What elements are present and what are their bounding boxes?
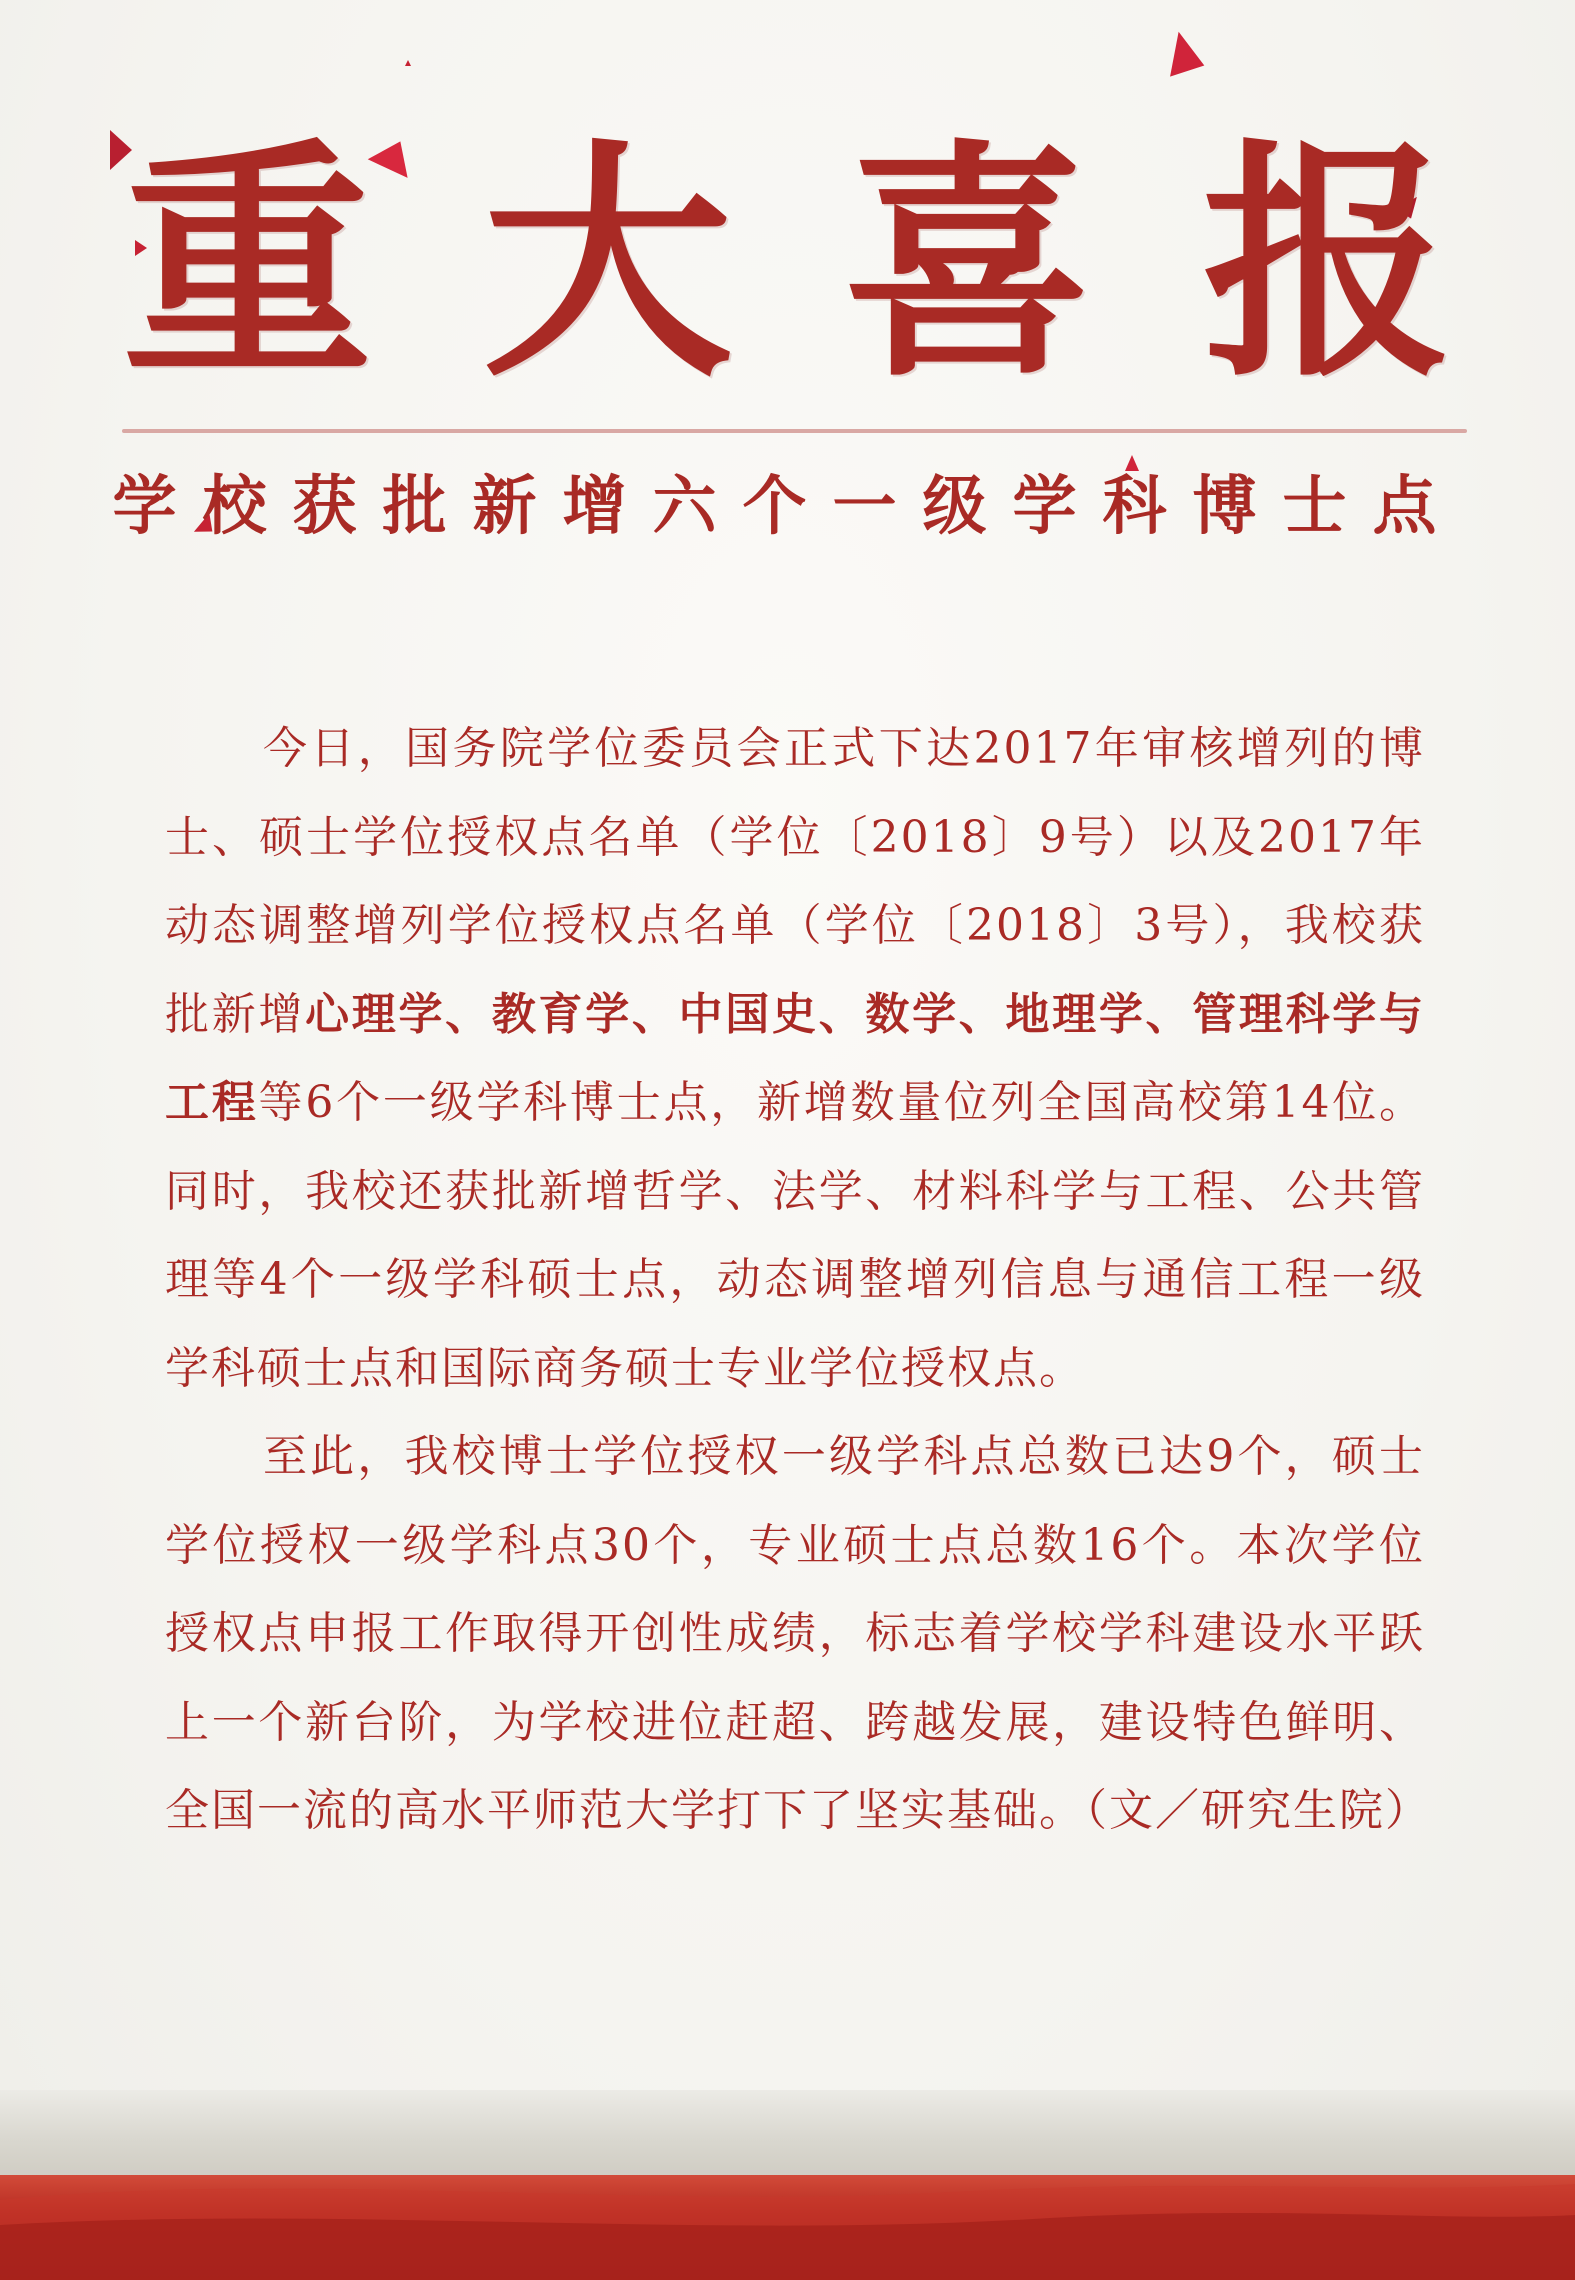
- headline-char: 报: [1202, 119, 1453, 410]
- footer-light-stripe: [0, 2090, 1575, 2180]
- paragraph-text: 等6个一级学科博士点，新增数量位列全国高校第14位。同时，我校还获批新增哲学、法学、材料科学与工程、公共管理等4个一级学科硕士点，动态调整增列信息与通信工程一级学科硕士点和国际商务硕士专业学位授权点。: [165, 1077, 1426, 1394]
- confetti-decoration: [1158, 27, 1205, 76]
- subtitle: 学校获批新增六个一级学科博士点: [112, 470, 1463, 544]
- article-paragraph-2: 至此，我校博士学位授权一级学科点总数已达9个，硕士学位授权一级学科点30个，专业硕士点总数16个。本次学位授权点申报工作取得开创性成绩，标志着学校学科建设水平跃上一个新台阶，为学校进位赶超、跨越发展，建设特色鲜明、全国一流的高水平师范大学打下了坚实基础。（文／研究生院）: [165, 1431, 1431, 1836]
- article-paragraph-1: [165, 705, 1425, 1413]
- footer-wave-shape: [0, 2170, 1575, 2280]
- new-doctoral-disciplines: 心理学、教育学、中国史、数学、地理学、管理科学与工程: [165, 988, 1425, 1128]
- paragraph-text: 今日，国务院学位委员会正式下达2017年审核增列的博士、硕士学位授权点名单（学位〔2018〕9号）以及2017年动态调整增列学位授权点名单（学位〔2018〕3号），我校获批新增: [165, 723, 1425, 1040]
- footer-decoration: [0, 2090, 1575, 2280]
- confetti-decoration: [405, 60, 411, 66]
- article-body: [165, 705, 1431, 1856]
- headline-title: [0, 120, 1575, 410]
- headline-char: 重: [122, 119, 373, 410]
- title-divider: [122, 429, 1467, 433]
- headline-char: 喜: [842, 119, 1093, 410]
- headline-char: 大: [482, 119, 733, 410]
